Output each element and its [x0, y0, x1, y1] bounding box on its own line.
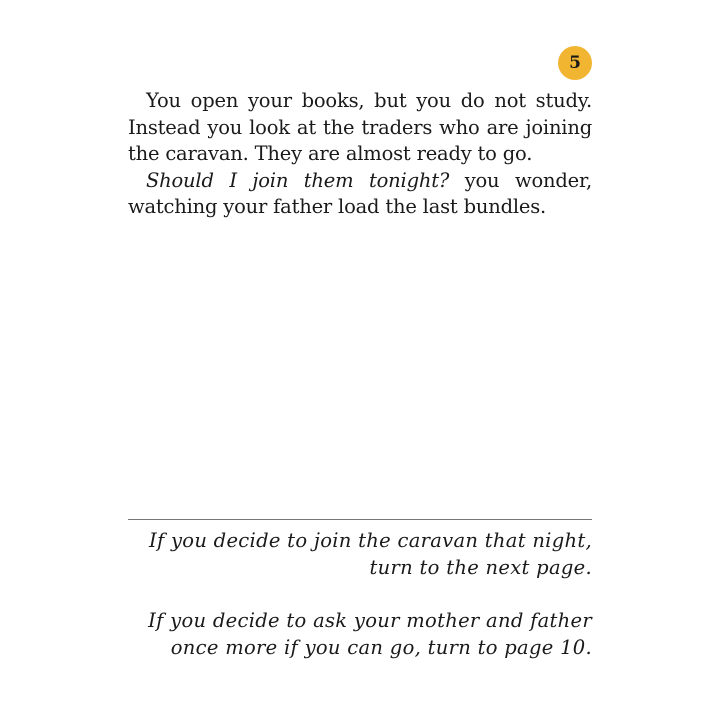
choice-1-line-2: turn to the next page.: [369, 556, 592, 579]
choice-1-line-1: If you decide to join the caravan that night,: [148, 529, 592, 552]
page-number-badge: [558, 46, 592, 80]
story-line: watching your father load the last bundles.: [128, 195, 547, 218]
story-line: You open your books, but you do not study.: [146, 89, 592, 112]
story-line: you wonder,: [449, 168, 592, 192]
choice-2-line-1: If you decide to ask your mother and father: [148, 609, 592, 632]
story-line: Instead you look at the traders who are joining: [128, 115, 592, 139]
story-text: [128, 88, 592, 221]
story-thought: Should I join them tonight?: [146, 168, 450, 192]
story-line: the caravan. They are almost ready to go.: [128, 142, 533, 165]
choice-1: [128, 527, 592, 581]
choice-divider: [128, 519, 592, 520]
choice-2: [128, 607, 592, 661]
page-number: 5: [569, 53, 581, 73]
story-paragraph-2: [128, 168, 592, 221]
choice-2-line-2: once more if you can go, turn to page 10.: [170, 636, 592, 659]
story-paragraph-1: [128, 88, 592, 168]
